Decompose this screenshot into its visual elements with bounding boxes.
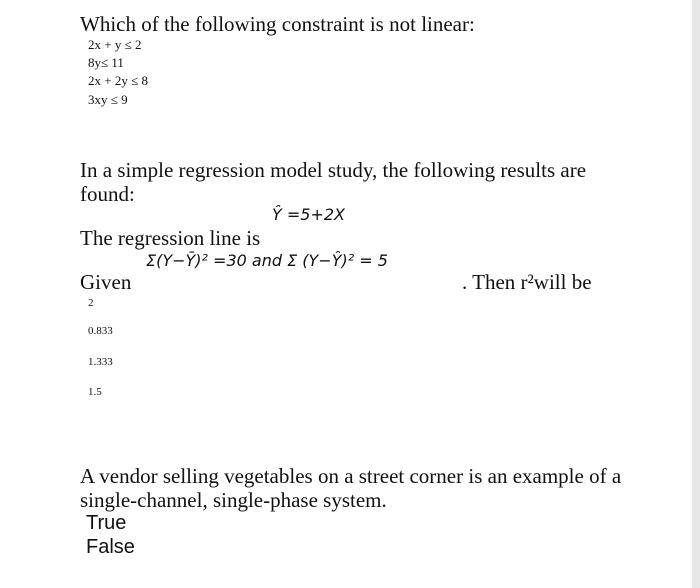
then-r-text: . Then r²will be [462,270,592,294]
q1-option-2[interactable]: 8y≤ 11 [88,55,124,70]
q1-option-4[interactable]: 3xy ≤ 9 [88,92,128,107]
q3-option-false[interactable]: False [86,536,135,558]
sum-squares-formula: Σ(Y−Ȳ)² =30 and Σ (Y−Ŷ)² = 5 [146,251,388,270]
question-3-text: A vendor selling vegetables on a street corner is an example of a single-channel, single-phase system. [80,464,622,513]
q2-option-1[interactable]: 2 [88,297,94,309]
q1-option-1[interactable]: 2x + y ≤ 2 [88,37,142,52]
question-2-text: In a simple regression model study, the following results are found: [80,158,587,207]
q2-option-2[interactable]: 0.833 [88,325,113,337]
q1-option-3[interactable]: 2x + 2y ≤ 8 [88,73,148,88]
q2-option-4[interactable]: 1.5 [88,386,102,398]
given-label: Given [80,270,132,294]
regression-line-label: The regression line is [80,226,261,250]
regression-equation: Ŷ =5+2X [272,205,345,224]
page-right-edge [692,0,700,588]
q3-option-true[interactable]: True [86,512,127,534]
question-1-text: Which of the following constraint is not linear: [80,12,475,36]
q2-option-3[interactable]: 1.333 [88,356,113,368]
